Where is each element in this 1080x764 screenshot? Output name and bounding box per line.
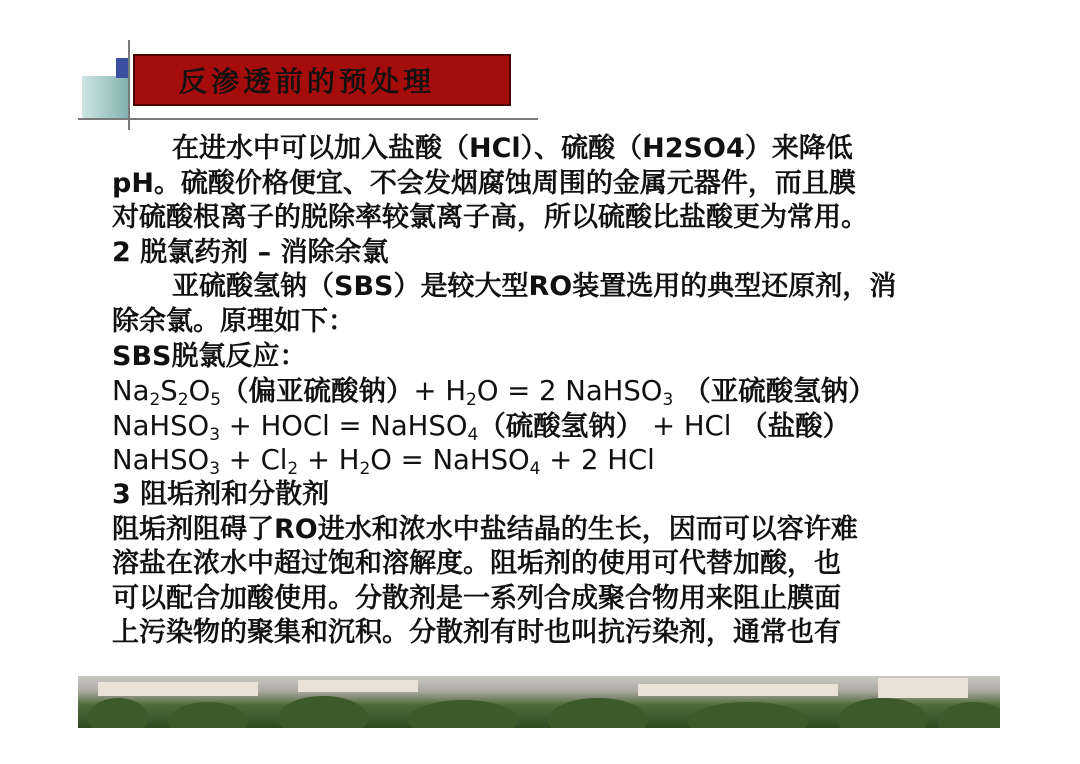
equation-1: $Na_2S_2O_5$（偏亚硫酸钠）+ $H_2O = 2$ NaHSO$_3$ （亚硫酸氢钠） bbox=[112, 375, 876, 411]
section-heading: 2 脱氯药剂 – 消除余氯 bbox=[112, 236, 389, 268]
body-line: 上污染物的聚集和沉积。分散剂有时也叫抗污染剂，通常也有 bbox=[112, 617, 841, 649]
equation-3: NaHSO$_3$ + $Cl_2 + H_2O$ = NaHSO$_4$ + 2 HCl bbox=[112, 444, 655, 480]
body-line: 阻垢剂阻碍了RO进水和浓水中盐结晶的生长，因而可以容许难 bbox=[112, 513, 858, 545]
equation-2: NaHSO$_3$ + HOCl = NaHSO$_4$（硫酸氢钠） + HCl （盐酸） bbox=[112, 409, 851, 445]
body-line: 亚硫酸氢钠（SBS）是较大型RO装置选用的典型还原剂，消 bbox=[172, 271, 897, 303]
slide-title: 反渗透前的预处理 bbox=[179, 65, 436, 98]
title-banner bbox=[133, 54, 511, 106]
header-decoration bbox=[82, 76, 130, 118]
slide-body bbox=[112, 132, 970, 651]
body-line: 在进水中可以加入盐酸（HCl）、硫酸（H2SO4）来降低 bbox=[172, 133, 853, 164]
section-heading: 3 阻垢剂和分散剂 bbox=[112, 478, 330, 510]
campus-photo-strip bbox=[78, 676, 1000, 728]
body-line: pH。硫酸价格便宜、不会发烟腐蚀周围的金属元器件，而且膜 bbox=[112, 167, 856, 199]
body-line: 溶盐在浓水中超过饱和溶解度。阻垢剂的使用可代替加酸，也 bbox=[112, 548, 841, 580]
body-line: 除余氯。原理如下： bbox=[112, 305, 355, 337]
body-line: 可以配合加酸使用。分散剂是一系列合成聚合物用来阻止膜面 bbox=[112, 582, 841, 614]
reaction-heading: SBS脱氯反应： bbox=[112, 340, 307, 372]
header-vertical-rule bbox=[128, 40, 130, 130]
header-horizontal-rule bbox=[78, 118, 538, 120]
body-line: 对硫酸根离子的脱除率较氯离子高，所以硫酸比盐酸更为常用。 bbox=[112, 202, 868, 234]
